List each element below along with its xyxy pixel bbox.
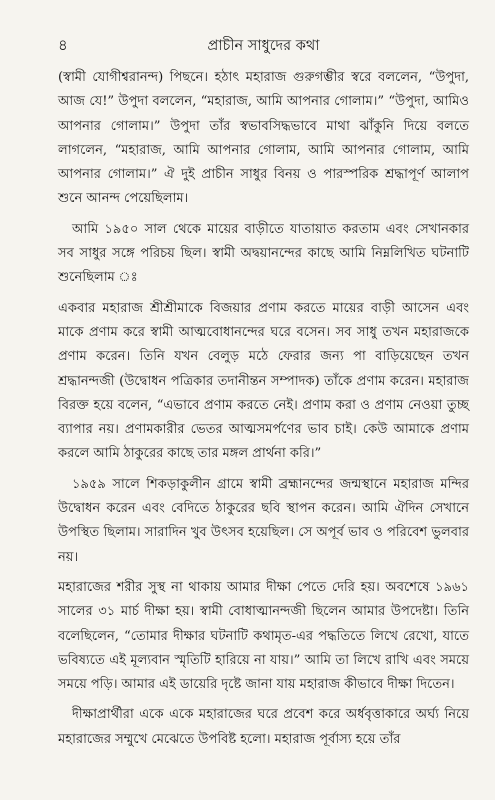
quote-paragraph: একবার মহারাজ শ্রীশ্রীমাকে বিজয়ার প্রণাম করতে মায়ের বাড়ী আসেন এবং মাকে প্রণাম করে স্বামী আত্মবোধানন্দের ঘরে বসেন। সব সাধু তখন মহারাজকে প্রণাম করেন। তিনি যখন বেলুড় মঠে ফেরার জন্য পা বাড়িয়েছেন তখন শ্রদ্ধানন্দজী (উদ্বোধন পত্রিকার তদানীন্তন সম্পাদক) তাঁকে প্রণাম করেন। মহারাজ বিরক্ত হয়ে বলেন, “এভাবে প্রণাম করতে নেই। প্রণাম করা ও প্রণাম নেওয়া তুচ্ছ ব্যাপার নয়। প্রণামকারীর ভেতর আত্মসমর্পণের ভাব চাই। কেউ আমাকে প্রণাম করলে আমি ঠাকুরের কাছে তার মঙ্গল প্রার্থনা করি।” — [58, 300, 469, 462]
paragraph-5: মহারাজের শরীর সুস্থ না থাকায় আমার দীক্ষা পেতে দেরি হয়। অবশেষে ১৯৬১ সালের ৩১ মার্চ দীক্ষা হয়। স্বামী বোধাত্মানন্দজী ছিলেন আমার উপদেষ্টা। তিনি বলেছিলেন, “তোমার দীক্ষার ঘটনাটি কথামৃত-এর পদ্ধতিতে লিখে রেখো, যাতে ভবিষ্যতে এই মূল্যবান স্মৃতিটি হারিয়ে না যায়।” আমি তা লিখে রাখি এবং সময়ে সময়ে পড়ি। আমার এই ডায়েরি দৃষ্টে জানা যায় মহারাজ কীভাবে দীক্ষা দিতেন। — [58, 579, 469, 693]
paragraph-2: আমি ১৯৫০ সাল থেকে মায়ের বাড়ীতে যাতায়াত করতাম এবং সেখানকার সব সাধুর সঙ্গে পরিচয় ছিল। স্বামী অদ্বয়ানন্দের কাছে আমি নিম্নলিখিত ঘটনাটি শুনেছিলাম ঃ — [58, 221, 469, 286]
paragraph-4: ১৯৫৯ সালে শিকড়াকুলীন গ্রামে স্বামী ব্রহ্মানন্দের জন্মস্থানে মহারাজ মন্দির উদ্বোধন করেন এবং বেদিতে ঠাকুরের ছবি স্থাপন করেন। আমি ঐদিন সেখানে উপস্থিত ছিলাম। সারাদিন খুব উৎসব হয়েছিল। সে অপূর্ব ভাব ও পরিবেশ ভুলবার নয়। — [58, 476, 469, 565]
page-header — [58, 34, 469, 60]
page-number: ৪ — [58, 36, 68, 54]
running-title: প্রাচীন সাধুদের কথা — [207, 38, 320, 54]
paragraph-1: (স্বামী যোগীশ্বরানন্দ) পিছনে। হঠাৎ মহারাজ গুরুগম্ভীর স্বরে বললেন, “উপুদা, আজ যে!” উপুদা বললেন, “মহারাজ, আমি আপনার গোলাম।” “উপুদা, আমিও আপনার গোলাম।” উপুদা তাঁর স্বভাবসিদ্ধভাবে মাথা ঝাঁকুনি দিয়ে বলতে লাগলেন, “মহারাজ, আমি আপনার গোলাম, আমি আপনার গোলাম, আমি আপনার গোলাম।” ঐ দুই প্রাচীন সাধুর বিনয় ও পারস্পরিক শ্রদ্ধাপূর্ণ আলাপ শুনে আনন্দ পেয়েছিলাম। — [58, 70, 469, 207]
paragraph-6: দীক্ষাপ্রার্থীরা একে একে মহারাজের ঘরে প্রবেশ করে অর্ধবৃত্তাকারে অর্ঘ্য নিয়ে মহারাজের সম্মুখে মেঝেতে উপবিষ্ট হলো। মহারাজ পূর্বাস্য হয়ে তাঁর — [58, 707, 469, 747]
